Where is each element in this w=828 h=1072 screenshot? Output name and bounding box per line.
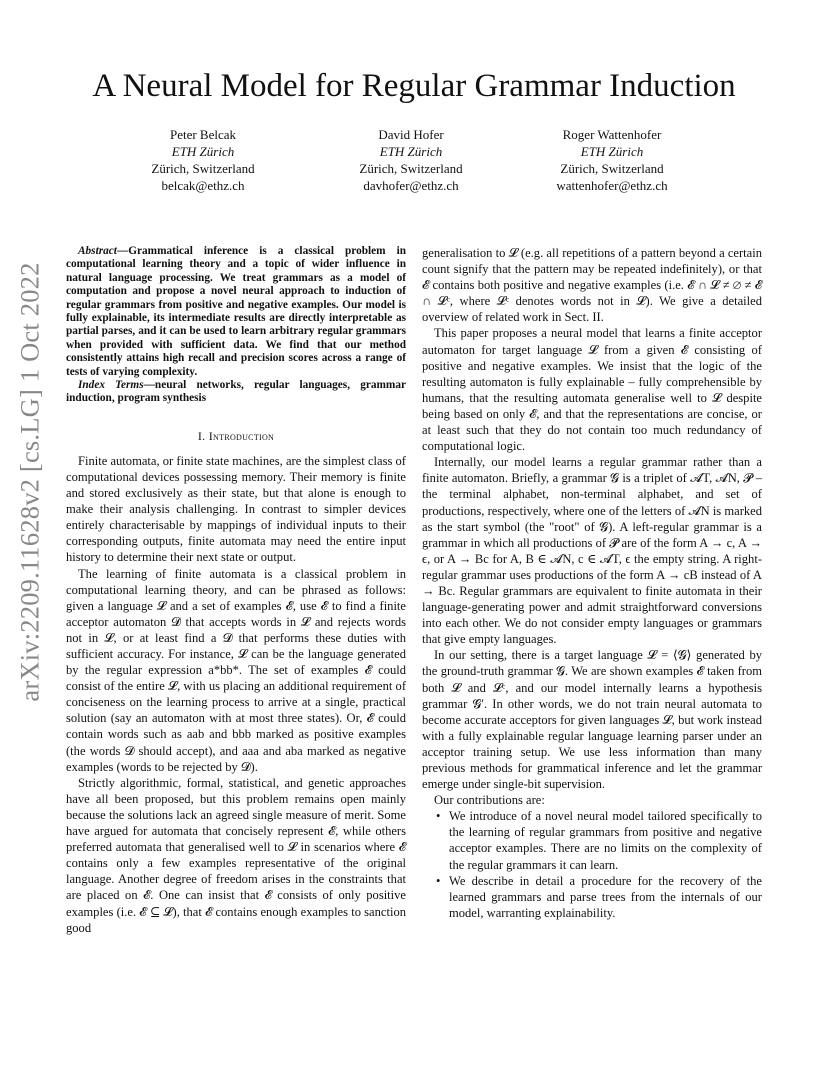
contribution-item: • We introduce of a novel neural model tailored specifically to the learning of regular grammars from positive and negative acceptor examples. There are no limits on the complexity of the regular grammars it can learn. (449, 808, 762, 872)
author-email: davhofer@ethz.ch (363, 178, 459, 193)
author-email: belcak@ethz.ch (161, 178, 245, 193)
author-block-1 (103, 126, 303, 194)
author-location: Zürich, Switzerland (560, 161, 664, 176)
left-column (66, 245, 406, 936)
author-name: Roger Wattenhofer (562, 127, 662, 142)
author-email: wattenhofer@ethz.ch (556, 178, 668, 193)
contributions-list (422, 808, 762, 921)
arxiv-identifier-text: arXiv:2209.11628v2 [cs.LG] 1 Oct 2022 (14, 262, 45, 702)
body-paragraph: Internally, our model learns a regular grammar rather than a finite automaton. Briefly, a grammar 𝓖 is a triplet of 𝓐T, 𝓐N, 𝓟 – the terminal alphabet, non-terminal alphabet, and set of productions, respectively, where one of the letters of 𝓐N is marked as the start symbol (the "root" of 𝓖). A left-regular grammar is a grammar in which all productions of 𝓟 are of the form A → c, A → ϵ, or A → Bc for A, B ∈ 𝓐N, c ∈ 𝓐T, ϵ the empty string. A right-regular grammar uses productions of the form A → cB instead of A → Bc. Regular grammars are equivalent to finite automata in their language-generating power and admit straightforward conversions into each other. We do not consider empty languages or grammars that give empty languages. (422, 455, 762, 647)
index-terms-label: Index Terms (78, 379, 144, 392)
author-block-3 (512, 126, 712, 194)
index-terms (66, 379, 406, 406)
arxiv-identifier (10, 262, 50, 702)
body-paragraph: generalisation to 𝓛 (e.g. all repetitions of a pattern beyond a certain count signify that the pattern may be repeated indefinitely), or that 𝓔 contains both positive and negative examples (i.e. 𝓔 ∩ 𝓛 ≠ ∅ ≠ 𝓔 ∩ 𝓛ᶜ, where 𝓛ᶜ denotes words not in 𝓛). We give a detailed overview of related work in Sect. II. (422, 246, 762, 325)
body-paragraph: In our setting, there is a target language 𝓛 = ⟨𝓖⟩ generated by the ground-truth grammar 𝓖. We are shown examples 𝓔 taken from both 𝓛 and 𝓛ᶜ, and our model internally learns a hypothesis grammar 𝓖′. In other words, we do not train neural automata to become accurate acceptors for given languages 𝓛, but work instead with a fully explainable regular language learning parser under an acceptor training setup. We use less information than many previous methods for grammatical inference and let the grammar emerge under single-bit supervision. (422, 648, 762, 792)
author-location: Zürich, Switzerland (151, 161, 255, 176)
paper-title: A Neural Model for Regular Grammar Induction (92, 68, 736, 104)
contribution-item: • We describe in detail a procedure for the recovery of the learned grammars and parse trees from the internals of our model, warranting explainability. (449, 873, 762, 921)
body-paragraph: Finite automata, or finite state machines, are the simplest class of computational devices possessing memory. Their memory is finite and stored exclusively as their state, but that alone is enough to make their analysis challenging. In contrast to simpler devices entirely characterisable by mappings of individual inputs to their corresponding outputs, finite automata may need the entire input history to determine their next state or output. (66, 453, 406, 565)
contributions-intro: Our contributions are: (434, 793, 545, 808)
author-name: Peter Belcak (169, 127, 237, 142)
author-affiliation: ETH Zürich (580, 144, 644, 159)
index-terms-text: —neural networks, regular languages, grammar induction, program synthesis (66, 379, 406, 405)
section-heading: I. Introduction (197, 428, 275, 443)
right-column (422, 245, 762, 921)
body-paragraph: This paper proposes a neural model that learns a finite acceptor automaton for target language 𝓛 from a given 𝓔 consisting of positive and negative examples. We insist that the logic of the resulting automaton is fully explainable – fully comprehensible by humans, that the resulting automata generalise well to 𝓛 despite being based on only 𝓔, and that the representations are concise, or at least such that they do not contain too much redundancy of computational logic. (422, 326, 762, 454)
author-name: David Hofer (378, 127, 444, 142)
abstract-text: —Grammatical inference is a classical problem in computational learning theory and a topic of wider influence in natural language processing. We treat grammars as a model of computation and propose a novel neural approach to induction of regular grammars from positive and negative examples. Our model is fully explainable, its intermediate results are directly interpretable as partial parses, and it can be used to learn arbitrary regular grammars when provided with sufficient data. We find that our method consistently attains high recall and precision scores across a range of tests of varying complexity. (66, 245, 406, 378)
abstract-label: Abstract (78, 245, 117, 257)
abstract (66, 245, 406, 379)
author-affiliation: ETH Zürich (379, 144, 443, 159)
body-paragraph: The learning of finite automata is a classical problem in computational learning theory, and can be phrased as follows: given a language 𝓛 and a set of examples 𝓔, use 𝓔 to find a finite acceptor automaton 𝓓 that accepts words in 𝓛 and rejects words not in 𝓛, or at least find a 𝓓 that performs these duties with sufficient accuracy. For instance, 𝓛 can be the language generated by the regular expression a*bb*. The set of examples 𝓔 could consist of the entire 𝓛, with us placing an additional requirement of conciseness on the learning process to arrive at a single, practical solution (say an automaton with at most three states). Or, 𝓔 could contain words such as aab and bbb marked as positive examples (the words 𝓓 should accept), and aaa and aba marked as negative examples (words to be rejected by 𝓓). (66, 566, 406, 774)
author-affiliation: ETH Zürich (171, 144, 235, 159)
body-paragraph: Strictly algorithmic, formal, statistical, and genetic approaches have all been proposed, but this problem remains open mainly because the solutions lack an agreed single measure of merit. Some have argued for automata that concisely represent 𝓔, while others preferred automata that generalised well to 𝓛 in scenarios where 𝓔 contains only a few examples representative of the original language. Another degree of freedom arises in the constraints that are placed on 𝓔. One can insist that 𝓔 consists of only positive examples (i.e. 𝓔 ⊆ 𝓛), that 𝓔 contains enough examples to sanction good (66, 775, 406, 935)
author-block-2 (311, 126, 511, 194)
author-location: Zürich, Switzerland (359, 161, 463, 176)
